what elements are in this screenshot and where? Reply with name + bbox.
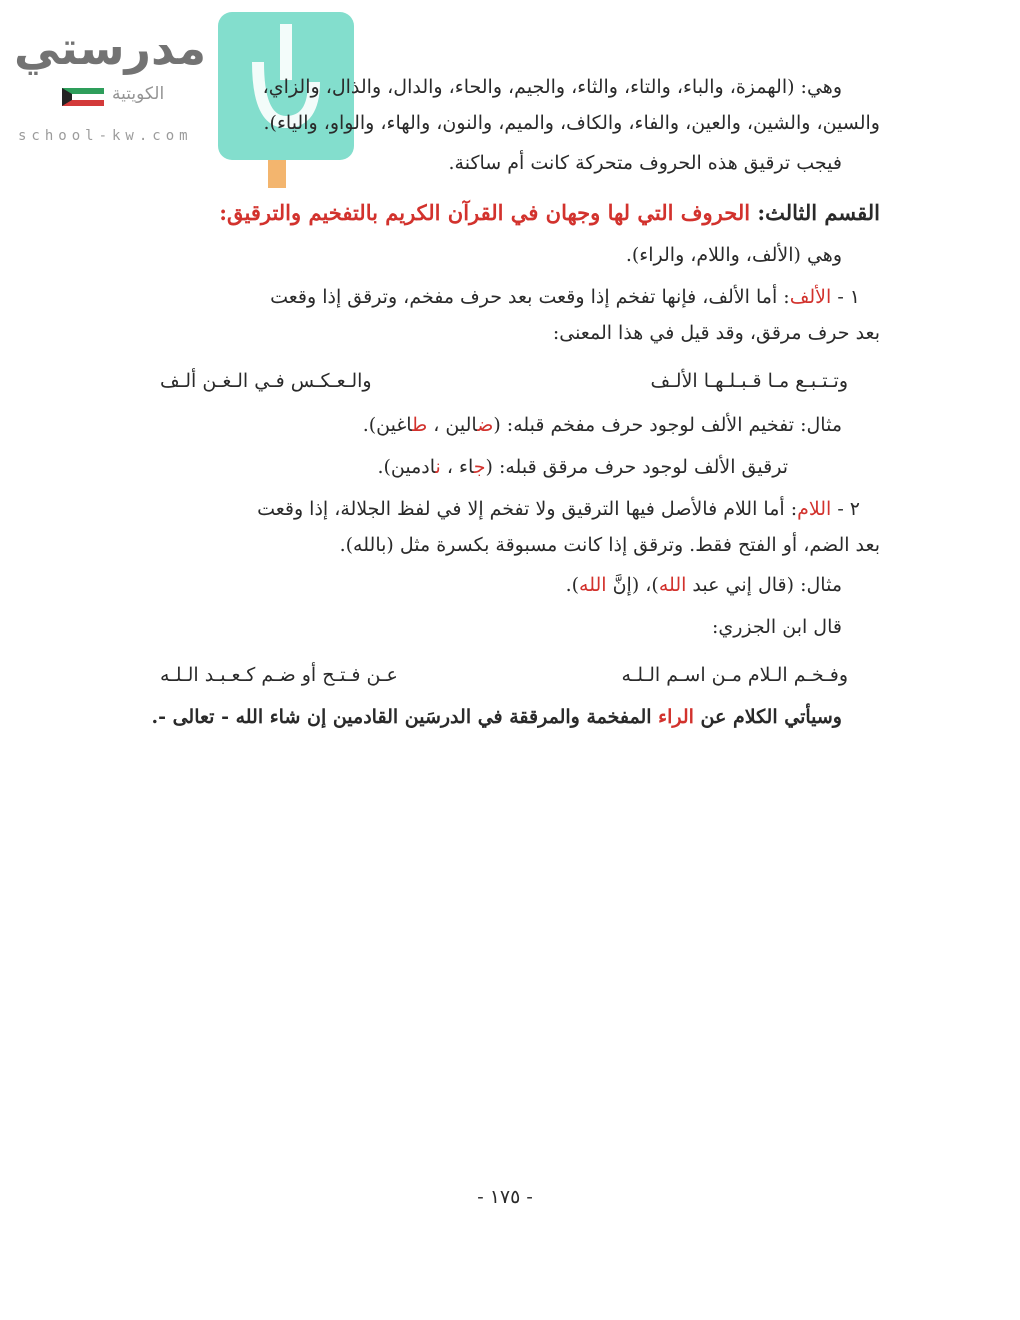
text-line: والسين، والشين، والعين، والفاء، والكاف، والميم، والنون، والهاء، والواو، والياء).: [263, 112, 880, 134]
example-line: [148, 452, 788, 482]
highlight-letter: ج: [473, 456, 486, 478]
highlight-word: الله: [579, 574, 607, 596]
example-text: ترقيق الألف لوجود حرف مرقق قبله: (: [485, 456, 788, 478]
highlight-letter: ط: [412, 414, 428, 436]
example-text: ).: [565, 574, 580, 596]
closing-line: [122, 702, 842, 732]
lam-text: : أما اللام فالأصل فيها الترقيق ولا تفخم إلا في لفظ الجلالة، إذا وقعت: [257, 498, 798, 520]
example-line: [142, 410, 842, 440]
highlight-word: الراء: [658, 706, 694, 728]
verse-2-right: وفـخـم الـلام مـن اسـم الـلـه: [621, 664, 848, 686]
example-text: مثال: تفخيم الألف لوجود حرف مفخم قبله: (: [493, 414, 842, 436]
section-label: القسم الثالث:: [750, 200, 880, 225]
text-line: وهي (الألف، واللام، والراء).: [625, 244, 842, 266]
alif-text: : أما الألف، فإنها تفخم إذا وقعت بعد حرف مفخم، وترقق إذا وقعت: [270, 286, 790, 308]
text-line: قال ابن الجزري:: [711, 616, 842, 638]
text-line: بعد حرف مرقق، وقد قيل في هذا المعنى:: [552, 322, 880, 344]
verse-1-left: والـعـكـس فـي الـغـن ألـف: [160, 370, 372, 392]
section-title: الحروف التي لها وجهان في القرآن الكريم بالتفخيم والترقيق:: [219, 200, 751, 225]
example-text: )، (إنَّ: [606, 574, 659, 596]
highlight-letter: ن: [435, 456, 441, 478]
text-line: وهي: (الهمزة، والباء، والتاء، والثاء، والجيم، والحاء، والدال، والذال، والزاي،: [262, 76, 842, 98]
section-heading: [120, 198, 880, 228]
watermark-country: الكويتية: [112, 84, 165, 104]
alif-label: الألف: [789, 286, 832, 308]
item-number: ٢ -: [831, 498, 860, 520]
text-line: فيجب ترقيق هذه الحروف متحركة كانت أم ساكنة.: [448, 152, 842, 174]
page-number: - ١٧٥ -: [477, 1186, 533, 1208]
lam-paragraph: [120, 494, 860, 524]
example-text: مثال: (قال إني عبد: [686, 574, 842, 596]
verse-2-left: عـن فـتـح أو ضـم كـعـبـد الـلـه: [160, 664, 398, 686]
example-text: اء ،: [440, 456, 474, 478]
example-text: ادمين).: [377, 456, 436, 478]
item-number: ١ -: [831, 286, 860, 308]
example-text: اغين).: [362, 414, 413, 436]
verse-1-right: وتـتـبـع مـا قـبـلـهـا الألـف: [650, 370, 848, 392]
watermark-brand: مدرستي: [14, 21, 207, 75]
highlight-letter: ض: [477, 414, 494, 436]
highlight-word: الله: [658, 574, 687, 596]
closing-text: المفخمة والمرققة في الدرسَين القادمين إن شاء الله - تعالى -.: [151, 706, 659, 728]
watermark-url: school-kw.com: [18, 128, 193, 144]
lam-label: اللام: [797, 498, 832, 520]
alif-paragraph: [120, 282, 860, 312]
example-line: [242, 570, 842, 600]
text-line: بعد الضم، أو الفتح فقط. وترقق إذا كانت مسبوقة بكسرة مثل (بالله).: [339, 534, 880, 556]
example-text: الين ،: [427, 414, 478, 436]
closing-text: وسيأتي الكلام عن: [693, 706, 842, 728]
